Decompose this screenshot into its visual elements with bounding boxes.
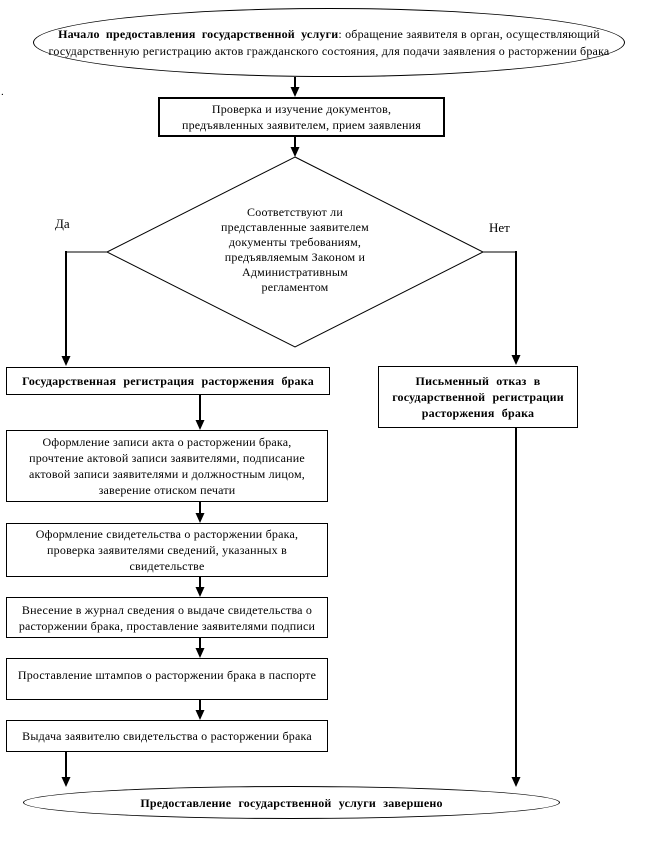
certificate-text: Оформление свидетельства о расторжении брака, проверка заявителями сведений, указанных в свидетельстве (35, 527, 299, 573)
decision-text: Соответствуют ли представленные заявителем документы требованиям, предъявляемым Законом и Административным регламентом (221, 205, 369, 294)
arrow-stamps-to-issue (196, 700, 205, 720)
start-node (33, 8, 625, 77)
yes-label: Да (55, 216, 70, 231)
arrow-journal-to-stamps (196, 638, 205, 658)
arrow-record-to-certificate (196, 502, 205, 523)
journal-text: Внесение в журнал сведения о выдаче свидетельства о расторжении брака, проставление заявителями подписи (18, 602, 316, 633)
check-documents-text: Проверка и изучение документов, предъявленных заявителем, прием заявления (181, 102, 422, 132)
record-node (6, 430, 328, 502)
refusal-text: Письменный отказ в государственной регистрации расторжения брака (392, 374, 564, 420)
arrow-issue-to-end (62, 752, 71, 787)
journal-node (6, 597, 328, 638)
registration-node: Государственная регистрация расторжения брака (6, 367, 330, 395)
stamps-node (6, 658, 328, 700)
arrow-yes-branch (62, 251, 108, 366)
stray-mark: . (1, 86, 4, 98)
check-documents-node (158, 97, 445, 137)
arrow-certificate-to-journal (196, 577, 205, 597)
decision-node (200, 205, 390, 295)
arrow-no-branch (483, 251, 521, 365)
certificate-node (6, 523, 328, 577)
end-node: Предоставление государственной услуги завершено (23, 786, 560, 819)
arrow-start-to-check (291, 77, 300, 97)
stamps-text: Проставление штампов о расторжении брака в паспорте (17, 668, 317, 682)
issue-node (6, 720, 328, 752)
arrow-refusal-to-end (512, 428, 521, 787)
record-text: Оформление записи акта о расторжении брака, прочтение актовой записи заявителями, подписание актовой записи заявителями и должностным лицом, заверение отиском печати (29, 435, 305, 497)
issue-text: Выдача заявителю свидетельства о расторжении брака (22, 729, 312, 743)
start-node-text: : обращение заявителя в орган, осуществляющий государственную регистрацию актов гражданского состояния, для подачи заявления о расторжении брака (48, 26, 610, 58)
arrow-check-to-decision (291, 137, 300, 157)
start-node-title: Начало предоставления государственной услуги (58, 26, 339, 41)
no-label: Нет (489, 220, 510, 235)
refusal-node (378, 366, 578, 428)
arrow-registration-to-record (196, 395, 205, 430)
